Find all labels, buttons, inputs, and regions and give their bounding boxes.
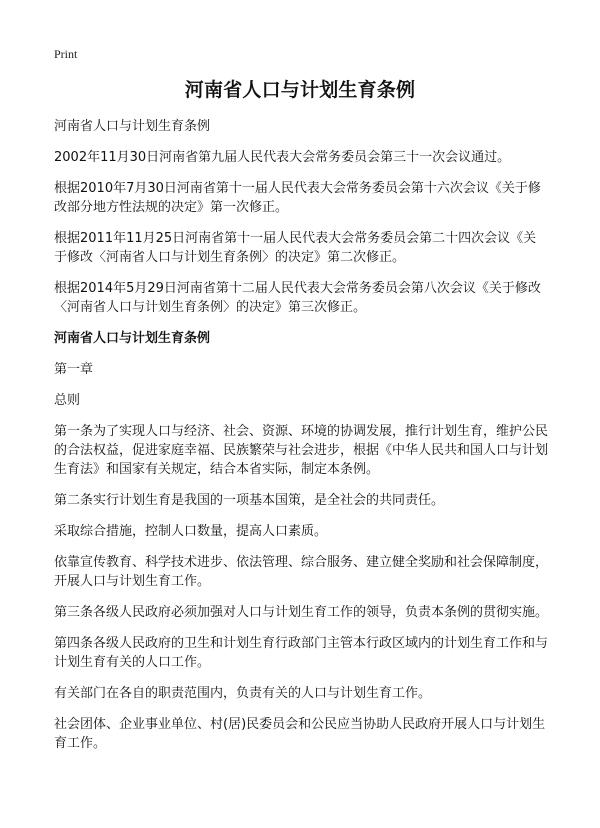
article-4: 第四条各级人民政府的卫生和计划生育行政部门主管本行政区域内的计划生育工作和与计划生育有关的人口工作。 [54, 636, 549, 670]
section-heading: 河南省人口与计划生育条例 [54, 331, 211, 346]
paragraph-adoption: 2002年11月30日河南省第九届人民代表大会常务委员会第三十一次会议通过。 [54, 150, 511, 165]
article-2-clause-1: 采取综合措施，控制人口数量，提高人口素质。 [54, 524, 328, 539]
article-3: 第三条各级人民政府必须加强对人口与计划生育工作的领导，负责本条例的贯彻实施。 [54, 605, 549, 620]
print-link[interactable]: Print [54, 47, 78, 61]
paragraph-subtitle: 河南省人口与计划生育条例 [54, 119, 211, 134]
article-2-clause-2: 依靠宣传教育、科学技术进步、依法管理、综合服务、建立健全奖励和社会保障制度，开展人口与计划生育工作。 [54, 555, 549, 589]
article-2: 第二条实行计划生育是我国的一项基本国策，是全社会的共同责任。 [54, 493, 445, 508]
document-title: 河南省人口与计划生育条例 [184, 79, 416, 101]
document-body [54, 117, 548, 765]
chapter-title: 总则 [54, 393, 81, 408]
paragraph-amendment-3: 根据2014年5月29日河南省第十二届人民代表大会常务委员会第八次会议《关于修改〈河南省人口与计划生育条例〉的决定》第三次修正。 [54, 281, 541, 315]
paragraph-amendment-2: 根据2011年11月25日河南省第十一届人民代表大会常务委员会第二十四次会议《关于修改〈河南省人口与计划生育条例〉的决定》第二次修正。 [54, 231, 537, 265]
article-4-clause-1: 有关部门在各自的职责范围内，负责有关的人口与计划生育工作。 [54, 686, 432, 701]
article-1: 第一条为了实现人口与经济、社会、资源、环境的协调发展，推行计划生育，维护公民的合法权益，促进家庭幸福、民族繁荣与社会进步，根据《中华人民共和国人口与计划生育法》和国家有关规定，结合本省实际，制定本条例。 [54, 424, 549, 477]
chapter-number: 第一章 [54, 362, 94, 377]
paragraph-amendment-1: 根据2010年7月30日河南省第十一届人民代表大会常务委员会第十六次会议《关于修改部分地方性法规的决定》第一次修正。 [54, 181, 541, 215]
article-4-clause-2: 社会团体、企业事业单位、村(居)民委员会和公民应当协助人民政府开展人口与计划生育工作。 [54, 717, 546, 751]
